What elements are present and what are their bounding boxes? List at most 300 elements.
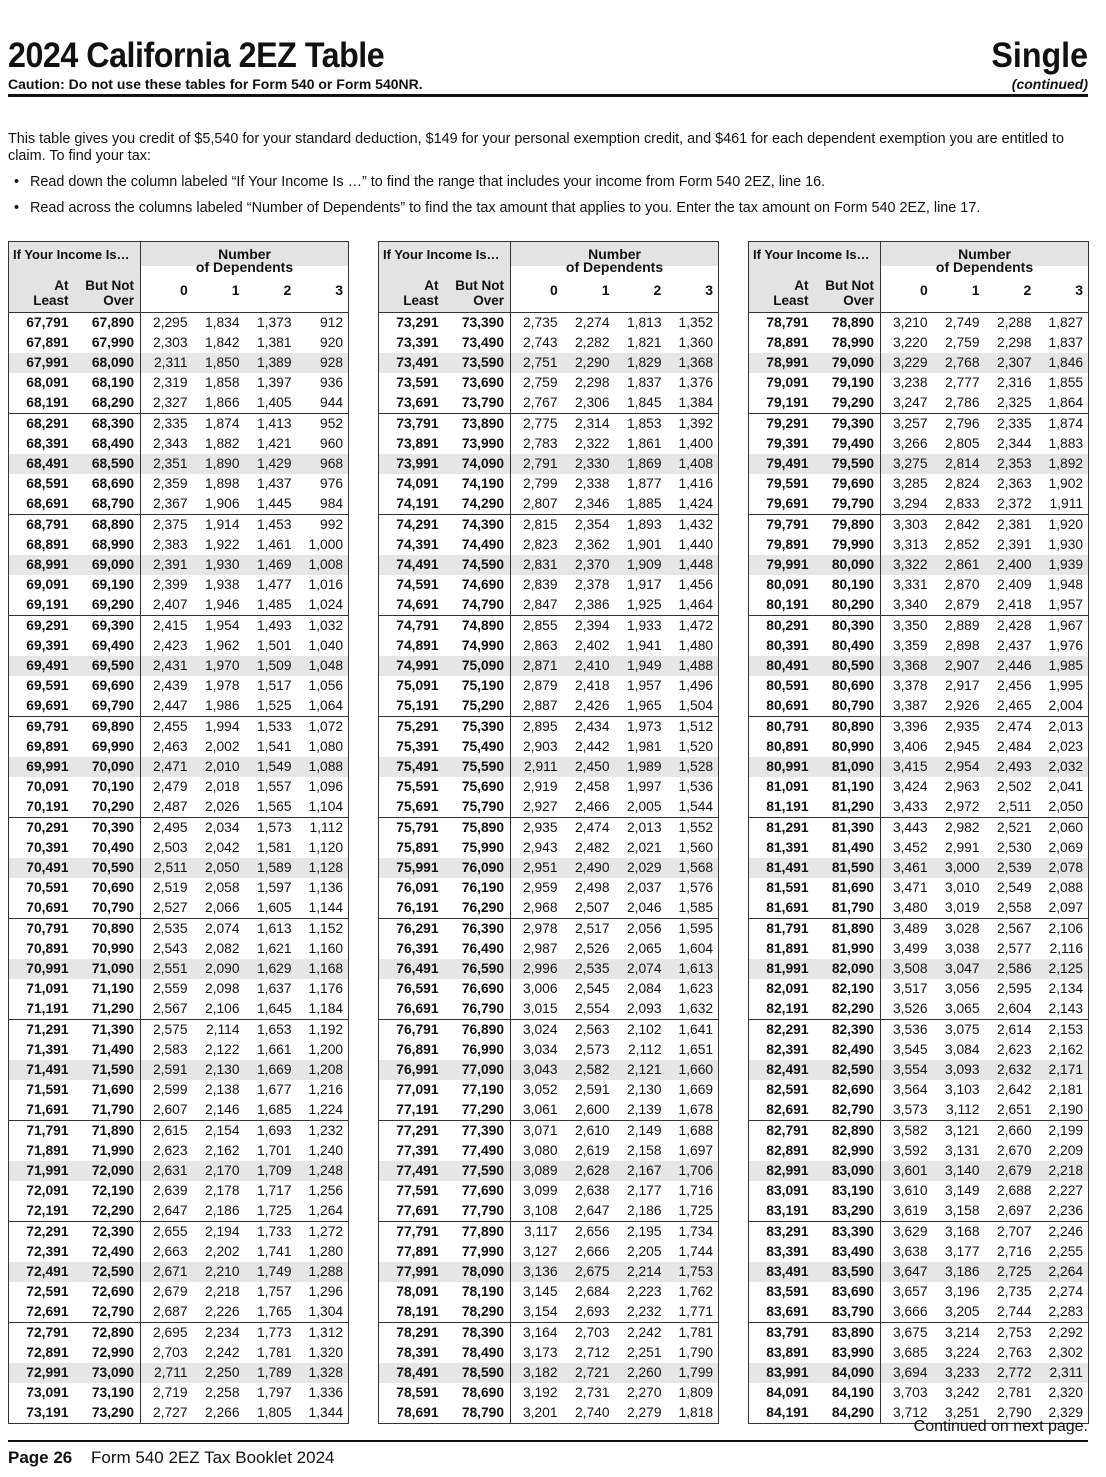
income-but-not-over: 76,390 <box>445 919 511 940</box>
tax-2-dependents: 1,813 <box>626 315 662 330</box>
income-at-least: 70,491 <box>9 858 75 878</box>
tax-0-dependents: 3,024 <box>511 1020 563 1041</box>
income-at-least: 75,591 <box>396 779 439 794</box>
table-row <box>749 777 1089 797</box>
page-number: Page 26 <box>8 1448 73 1467</box>
continued-label: (continued) <box>1011 76 1088 92</box>
income-but-not-over: 75,690 <box>445 777 511 797</box>
tax-0-dependents: 2,695 <box>141 1323 193 1344</box>
table-row <box>379 838 719 858</box>
tax-2-dependents: 2,335 <box>985 414 1037 435</box>
tax-2-dependents: 1,421 <box>256 436 292 451</box>
tax-2-dependents: 1,733 <box>245 1222 297 1243</box>
tax-0-dependents: 2,887 <box>522 698 558 713</box>
income-at-least: 68,891 <box>26 537 69 552</box>
tax-0-dependents: 2,631 <box>141 1161 193 1181</box>
income-but-not-over: 78,190 <box>445 1282 511 1302</box>
tax-1-dependent: 2,042 <box>204 840 240 855</box>
tax-1-dependent: 2,805 <box>944 436 980 451</box>
tax-1-dependent: 2,898 <box>944 638 980 653</box>
tax-1-dependent: 2,074 <box>193 919 245 940</box>
tax-3-dependents: 1,496 <box>678 678 714 693</box>
income-at-least: 71,091 <box>26 981 69 996</box>
income-at-least: 71,191 <box>26 1001 69 1016</box>
table-row <box>749 1262 1089 1282</box>
tax-2-dependents: 2,456 <box>996 678 1032 693</box>
income-at-least: 68,791 <box>9 515 75 536</box>
tax-0-dependents: 2,895 <box>511 717 563 738</box>
table-row <box>379 999 719 1020</box>
tax-0-dependents: 2,367 <box>152 496 188 511</box>
income-but-not-over: 74,290 <box>445 494 511 515</box>
tax-0-dependents: 3,201 <box>522 1405 558 1420</box>
tax-1-dependent: 2,346 <box>574 496 610 511</box>
tax-1-dependent: 2,130 <box>193 1060 245 1080</box>
tax-2-dependents: 1,381 <box>256 335 292 350</box>
tax-0-dependents: 2,455 <box>141 717 193 738</box>
tax-1-dependent: 1,882 <box>204 436 240 451</box>
tax-2-dependents: 2,121 <box>615 1060 667 1080</box>
dependents-count-1: 1 <box>971 281 980 298</box>
income-at-least: 74,491 <box>379 555 445 575</box>
income-at-least: 74,591 <box>396 577 439 592</box>
tax-0-dependents: 3,173 <box>522 1345 558 1360</box>
tax-0-dependents: 3,089 <box>511 1161 563 1181</box>
tax-1-dependent: 2,290 <box>563 353 615 373</box>
tax-3-dependents: 1,837 <box>1048 335 1084 350</box>
income-but-not-over: 73,190 <box>75 1383 141 1403</box>
tax-1-dependent: 2,638 <box>574 1183 610 1198</box>
tax-1-dependent: 1,930 <box>193 555 245 575</box>
income-but-not-over: 80,290 <box>815 595 881 616</box>
tax-0-dependents: 3,694 <box>881 1363 933 1383</box>
table-row <box>9 353 349 373</box>
table-row <box>9 454 349 474</box>
income-at-least: 67,891 <box>26 335 69 350</box>
table-row <box>379 878 719 898</box>
table-row <box>749 878 1089 898</box>
table-row <box>9 515 349 536</box>
over-label: Over <box>843 293 875 308</box>
tax-3-dependents: 1,208 <box>297 1060 349 1080</box>
tax-1-dependent: 1,906 <box>204 496 240 511</box>
income-at-least: 73,491 <box>379 353 445 373</box>
income-but-not-over: 77,690 <box>445 1181 511 1201</box>
table-row <box>749 535 1089 555</box>
income-but-not-over: 77,290 <box>445 1100 511 1121</box>
table-row <box>379 939 719 959</box>
tax-0-dependents: 3,303 <box>881 515 933 536</box>
income-but-not-over: 77,890 <box>445 1222 511 1243</box>
tax-3-dependents: 1,948 <box>1048 577 1084 592</box>
income-but-not-over: 71,590 <box>75 1060 141 1080</box>
filing-status-title: Single <box>991 36 1088 75</box>
tax-0-dependents: 2,439 <box>152 678 188 693</box>
tax-0-dependents: 3,424 <box>892 779 928 794</box>
table-row <box>9 777 349 797</box>
income-at-least: 73,391 <box>396 335 439 350</box>
tax-3-dependents: 1,536 <box>678 779 714 794</box>
tax-2-dependents: 1,957 <box>626 678 662 693</box>
income-at-least: 81,991 <box>749 959 815 979</box>
tax-0-dependents: 3,508 <box>881 959 933 979</box>
tax-0-dependents: 2,751 <box>511 353 563 373</box>
at-least-header <box>379 266 445 313</box>
income-at-least: 83,891 <box>766 1345 809 1360</box>
income-but-not-over: 74,790 <box>445 595 511 616</box>
tax-1-dependent: 2,610 <box>563 1121 615 1142</box>
income-at-least: 69,991 <box>9 757 75 777</box>
income-at-least: 80,591 <box>766 678 809 693</box>
income-but-not-over: 72,390 <box>75 1222 141 1243</box>
table-row <box>379 434 719 454</box>
tax-3-dependents: 2,209 <box>1048 1143 1084 1158</box>
income-but-not-over: 81,190 <box>815 777 881 797</box>
income-but-not-over: 75,890 <box>445 818 511 839</box>
tax-1-dependent: 2,935 <box>933 717 985 738</box>
table-row <box>379 1100 719 1121</box>
tax-2-dependents: 1,613 <box>245 919 297 940</box>
tax-1-dependent: 3,205 <box>944 1304 980 1319</box>
but-not-label: But Not <box>825 278 875 293</box>
table-row <box>379 1302 719 1323</box>
tax-1-dependent: 2,322 <box>574 436 610 451</box>
income-at-least: 72,991 <box>9 1363 75 1383</box>
tax-0-dependents: 2,327 <box>152 395 188 410</box>
tax-3-dependents: 1,855 <box>1048 375 1084 390</box>
income-but-not-over: 84,290 <box>815 1403 881 1424</box>
income-at-least: 81,091 <box>766 779 809 794</box>
tax-0-dependents: 2,987 <box>522 941 558 956</box>
tax-3-dependents: 1,304 <box>308 1304 344 1319</box>
tax-0-dependents: 3,601 <box>881 1161 933 1181</box>
tax-3-dependents: 2,227 <box>1048 1183 1084 1198</box>
table-row <box>379 393 719 414</box>
income-but-not-over: 73,590 <box>445 353 511 373</box>
income-but-not-over: 82,490 <box>815 1040 881 1060</box>
table-row <box>749 1282 1089 1302</box>
tax-1-dependent: 2,266 <box>204 1405 240 1420</box>
table-row <box>9 555 349 575</box>
income-at-least: 70,091 <box>26 779 69 794</box>
income-but-not-over: 74,090 <box>445 454 511 474</box>
tax-0-dependents: 2,495 <box>141 818 193 839</box>
tax-0-dependents: 3,136 <box>511 1262 563 1282</box>
income-at-least: 68,591 <box>26 476 69 491</box>
tax-1-dependent: 2,258 <box>204 1385 240 1400</box>
tax-1-dependent: 2,814 <box>933 454 985 474</box>
tax-2-dependents: 2,005 <box>626 799 662 814</box>
income-at-least: 80,191 <box>766 597 809 612</box>
tax-1-dependent: 2,306 <box>574 395 610 410</box>
tax-1-dependent: 3,131 <box>944 1143 980 1158</box>
tax-0-dependents: 3,638 <box>892 1244 928 1259</box>
tax-3-dependents: 1,846 <box>1037 353 1089 373</box>
income-but-not-over: 79,090 <box>815 353 881 373</box>
income-at-least: 81,791 <box>749 919 815 940</box>
table-row <box>749 454 1089 474</box>
tax-2-dependents: 1,605 <box>256 900 292 915</box>
tax-1-dependent: 2,490 <box>563 858 615 878</box>
table-row <box>9 797 349 818</box>
tax-1-dependent: 2,982 <box>933 818 985 839</box>
tax-0-dependents: 3,368 <box>881 656 933 676</box>
tax-1-dependent: 3,000 <box>933 858 985 878</box>
tax-2-dependents: 1,589 <box>245 858 297 878</box>
tax-0-dependents: 2,839 <box>522 577 558 592</box>
dependents-count-0: 0 <box>179 281 188 298</box>
tax-3-dependents: 1,976 <box>1048 638 1084 653</box>
income-at-least: 71,991 <box>9 1161 75 1181</box>
table-row <box>749 717 1089 738</box>
tax-3-dependents: 2,125 <box>1037 959 1089 979</box>
tax-1-dependent: 2,154 <box>193 1121 245 1142</box>
income-but-not-over: 81,590 <box>815 858 881 878</box>
income-but-not-over: 72,790 <box>75 1302 141 1323</box>
table-row <box>9 1141 349 1161</box>
tax-1-dependent: 2,786 <box>944 395 980 410</box>
income-but-not-over: 69,490 <box>75 636 141 656</box>
income-at-least: 72,091 <box>26 1183 69 1198</box>
tax-3-dependents: 1,288 <box>297 1262 349 1282</box>
tax-0-dependents: 2,511 <box>141 858 193 878</box>
tax-3-dependents: 1,120 <box>308 840 344 855</box>
tax-3-dependents: 2,069 <box>1048 840 1084 855</box>
tax-2-dependents: 2,558 <box>996 900 1032 915</box>
income-at-least: 79,091 <box>766 375 809 390</box>
tax-0-dependents: 3,238 <box>892 375 928 390</box>
tax-1-dependent: 3,196 <box>944 1284 980 1299</box>
tax-2-dependents: 2,205 <box>626 1244 662 1259</box>
table-row <box>379 656 719 676</box>
tax-2-dependents: 2,446 <box>985 656 1037 676</box>
tax-0-dependents: 3,415 <box>881 757 933 777</box>
income-but-not-over: 69,690 <box>75 676 141 696</box>
tax-0-dependents: 3,619 <box>892 1203 928 1218</box>
table-row <box>749 1121 1089 1142</box>
tax-0-dependents: 3,554 <box>881 1060 933 1080</box>
tax-1-dependent: 2,768 <box>933 353 985 373</box>
tax-0-dependents: 3,433 <box>892 799 928 814</box>
tax-1-dependent: 2,170 <box>193 1161 245 1181</box>
table-row <box>9 414 349 435</box>
income-but-not-over: 72,090 <box>75 1161 141 1181</box>
table-row <box>9 616 349 637</box>
income-at-least: 72,691 <box>26 1304 69 1319</box>
tax-0-dependents: 3,610 <box>892 1183 928 1198</box>
income-but-not-over: 67,990 <box>75 333 141 353</box>
table-row <box>379 515 719 536</box>
tax-3-dependents: 1,128 <box>297 858 349 878</box>
tax-3-dependents: 1,864 <box>1048 395 1084 410</box>
tax-3-dependents: 952 <box>297 414 349 435</box>
table-row <box>379 333 719 353</box>
tax-3-dependents: 1,827 <box>1048 315 1084 330</box>
income-at-least: 81,691 <box>766 900 809 915</box>
table-row <box>749 313 1089 334</box>
table-row <box>9 595 349 616</box>
tax-3-dependents: 1,256 <box>308 1183 344 1198</box>
tax-1-dependent: 2,338 <box>574 476 610 491</box>
tax-2-dependents: 2,195 <box>615 1222 667 1243</box>
tax-3-dependents: 2,181 <box>1048 1082 1084 1097</box>
income-but-not-over: 83,790 <box>815 1302 881 1323</box>
tax-2-dependents: 1,413 <box>245 414 297 435</box>
income-but-not-over: 83,490 <box>815 1242 881 1262</box>
tax-3-dependents: 2,274 <box>1048 1284 1084 1299</box>
income-at-least: 81,391 <box>766 840 809 855</box>
income-at-least: 77,191 <box>396 1102 439 1117</box>
income-but-not-over: 83,190 <box>815 1181 881 1201</box>
income-but-not-over: 80,490 <box>815 636 881 656</box>
income-but-not-over: 69,290 <box>75 595 141 616</box>
table-row <box>749 1141 1089 1161</box>
income-at-least: 69,791 <box>9 717 75 738</box>
income-header: If Your Income Is… <box>749 242 881 267</box>
but-not-over-header <box>75 266 141 313</box>
table-row <box>9 979 349 999</box>
income-at-least: 77,291 <box>379 1121 445 1142</box>
tax-0-dependents: 2,727 <box>152 1405 188 1420</box>
income-at-least: 77,491 <box>379 1161 445 1181</box>
income-but-not-over: 75,790 <box>445 797 511 818</box>
tax-2-dependents: 2,521 <box>985 818 1037 839</box>
tax-1-dependent: 2,466 <box>574 799 610 814</box>
table-row <box>9 898 349 919</box>
tax-2-dependents: 1,773 <box>245 1323 297 1344</box>
tax-2-dependents: 1,621 <box>256 941 292 956</box>
table-row <box>379 676 719 696</box>
tax-1-dependent: 2,852 <box>944 537 980 552</box>
table-row <box>9 1222 349 1243</box>
tax-0-dependents: 3,071 <box>511 1121 563 1142</box>
tax-0-dependents: 3,387 <box>892 698 928 713</box>
tax-0-dependents: 2,551 <box>141 959 193 979</box>
tax-0-dependents: 2,791 <box>511 454 563 474</box>
income-but-not-over: 73,090 <box>75 1363 141 1383</box>
instruction-item: • Read across the columns labeled “Number of Dependents” to find the tax amount that applies to you. Enter the tax amount on Form 540 2EZ, line 17. <box>14 200 1089 217</box>
tax-2-dependents: 1,941 <box>626 638 662 653</box>
income-at-least: 75,691 <box>396 799 439 814</box>
tax-3-dependents: 1,168 <box>297 959 349 979</box>
tax-3-dependents: 1,585 <box>678 900 714 915</box>
tax-0-dependents: 2,783 <box>522 436 558 451</box>
income-at-least: 80,091 <box>766 577 809 592</box>
tax-0-dependents: 3,257 <box>881 414 933 435</box>
table-row <box>9 1363 349 1383</box>
tax-1-dependent: 2,458 <box>574 779 610 794</box>
tax-0-dependents: 2,383 <box>152 537 188 552</box>
table-row <box>379 454 719 474</box>
tax-3-dependents: 1,762 <box>678 1284 714 1299</box>
dependents-count-1: 1 <box>231 281 240 298</box>
tax-2-dependents: 2,549 <box>996 880 1032 895</box>
tax-3-dependents: 1,818 <box>678 1405 714 1420</box>
tax-2-dependents: 2,363 <box>996 476 1032 491</box>
tax-0-dependents: 3,340 <box>892 597 928 612</box>
tax-0-dependents: 2,759 <box>522 375 558 390</box>
income-but-not-over: 75,190 <box>445 676 511 696</box>
tax-1-dependent: 2,066 <box>204 900 240 915</box>
table-row <box>9 818 349 839</box>
income-but-not-over: 71,990 <box>75 1141 141 1161</box>
tax-2-dependents: 1,437 <box>256 476 292 491</box>
income-but-not-over: 73,290 <box>75 1403 141 1424</box>
income-at-least: 78,791 <box>766 315 809 330</box>
income-at-least: 75,391 <box>396 739 439 754</box>
tax-2-dependents: 1,685 <box>256 1102 292 1117</box>
table-row <box>379 717 719 738</box>
income-at-least: 70,391 <box>26 840 69 855</box>
tax-3-dependents: 2,023 <box>1048 739 1084 754</box>
tax-0-dependents: 2,911 <box>511 757 563 777</box>
income-but-not-over: 72,190 <box>75 1181 141 1201</box>
tax-2-dependents: 2,037 <box>626 880 662 895</box>
income-at-least: 73,991 <box>379 454 445 474</box>
tax-0-dependents: 2,847 <box>522 597 558 612</box>
income-but-not-over: 68,990 <box>75 535 141 555</box>
tax-2-dependents: 2,539 <box>985 858 1037 878</box>
income-at-least: 82,291 <box>749 1020 815 1041</box>
table-row <box>749 919 1089 940</box>
income-at-least: 83,691 <box>766 1304 809 1319</box>
income-at-least: 67,991 <box>9 353 75 373</box>
table-row <box>9 838 349 858</box>
tax-0-dependents: 2,519 <box>152 880 188 895</box>
tax-0-dependents: 2,535 <box>141 919 193 940</box>
tax-2-dependents: 1,525 <box>256 698 292 713</box>
tax-0-dependents: 2,687 <box>152 1304 188 1319</box>
income-at-least: 69,391 <box>26 638 69 653</box>
income-but-not-over: 81,390 <box>815 818 881 839</box>
tax-0-dependents: 2,799 <box>522 476 558 491</box>
table-row <box>749 1040 1089 1060</box>
table-row <box>9 919 349 940</box>
tax-1-dependent: 2,418 <box>574 678 610 693</box>
caution-note: Caution: Do not use these tables for Form 540 or Form 540NR. <box>8 76 423 92</box>
income-but-not-over: 79,590 <box>815 454 881 474</box>
tax-0-dependents: 2,679 <box>152 1284 188 1299</box>
tax-3-dependents: 2,097 <box>1048 900 1084 915</box>
table-row <box>379 474 719 494</box>
page-footer <box>8 1447 335 1469</box>
income-but-not-over: 69,890 <box>75 717 141 738</box>
but-not-over-header <box>445 266 511 313</box>
tax-2-dependents: 2,298 <box>996 335 1032 350</box>
income-but-not-over: 68,490 <box>75 434 141 454</box>
income-at-least: 81,891 <box>766 941 809 956</box>
income-but-not-over: 68,390 <box>75 414 141 435</box>
income-but-not-over: 83,590 <box>815 1262 881 1282</box>
tax-3-dependents: 1,480 <box>678 638 714 653</box>
tax-2-dependents: 1,805 <box>256 1405 292 1420</box>
income-at-least: 76,491 <box>379 959 445 979</box>
tax-2-dependents: 2,251 <box>626 1345 662 1360</box>
tax-3-dependents: 1,528 <box>667 757 719 777</box>
tax-1-dependent: 3,084 <box>944 1042 980 1057</box>
tax-2-dependents: 1,669 <box>245 1060 297 1080</box>
table-row <box>749 1383 1089 1403</box>
income-but-not-over: 68,290 <box>75 393 141 414</box>
income-but-not-over: 76,490 <box>445 939 511 959</box>
tax-2-dependents: 2,391 <box>996 537 1032 552</box>
table-row <box>9 1121 349 1142</box>
income-at-least: 79,291 <box>749 414 815 435</box>
income-at-least: 68,191 <box>26 395 69 410</box>
income-at-least: 68,491 <box>9 454 75 474</box>
tax-1-dependent: 3,149 <box>944 1183 980 1198</box>
table-row <box>9 636 349 656</box>
